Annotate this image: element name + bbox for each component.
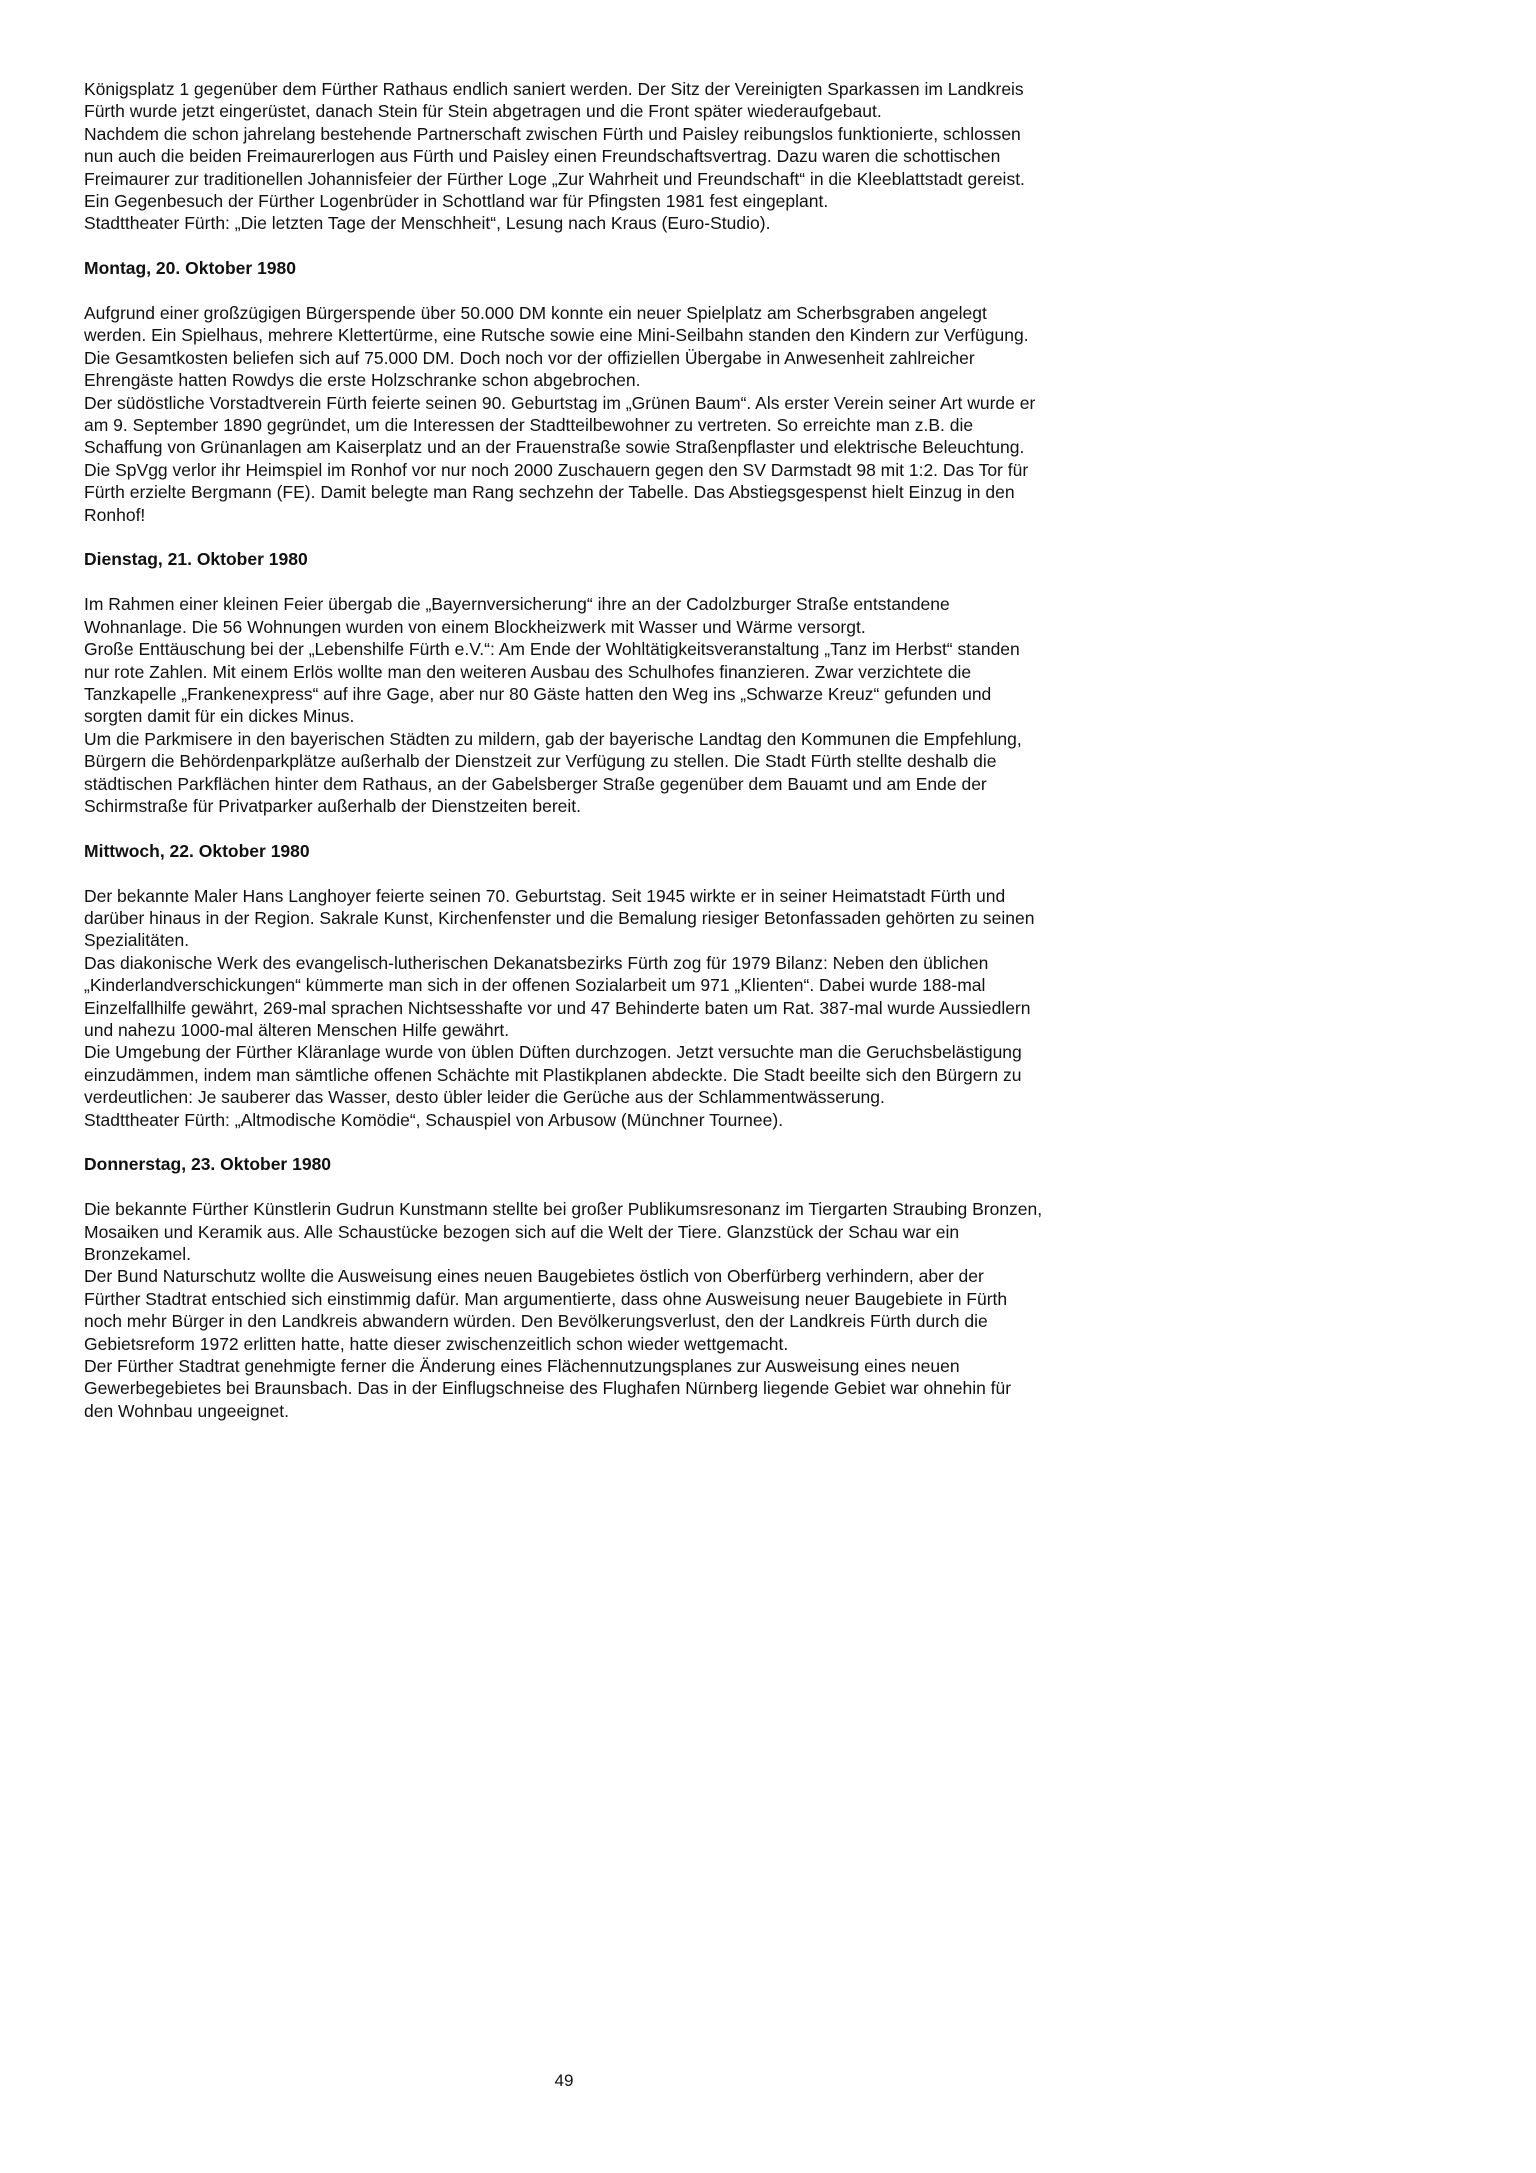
paragraph: Stadttheater Fürth: „Altmodische Komödie“, Schauspiel von Arbusow (Münchner Tournee). <box>84 1109 784 1130</box>
paragraph: Der Bund Naturschutz wollte die Ausweisung eines neuen Baugebietes östlich von Oberfürberg verhindern, aber der Fürther Stadtrat entschied sich einstimmig dafür. Man argumentierte, dass ohne Ausweisung neuer Baugebiete in Fürth noch mehr Bürger in den Landkreis abwandern würden. Den Bevölkerungsverlust, den der Landkreis Fürth durch die Gebietsreform 1972 erlitten hatte, hatte dieser zwischenzeitlich schon wieder wettgemacht. <box>84 1266 1008 1354</box>
date-heading-donnerstag: Donnerstag, 23. Oktober 1980 <box>84 1154 332 1175</box>
paragraph: Das diakonische Werk des evangelisch-lutherischen Dekanatsbezirks Fürth zog für 1979 Bilanz: Neben den üblichen „Kinderlandverschickungen“ kümmerte man sich in der offenen Sozialarbeit um 971 „Klienten“. Dabei wurde 188-mal Einzelfallhilfe gewährt, 269-mal sprachen Nichtsesshafte vor und 47 Behinderte baten um Rat. 387-mal wurde Aussiedlern und nahezu 1000-mal älteren Menschen Hilfe gewährt. <box>84 952 1031 1040</box>
paragraph: Nachdem die schon jahrelang bestehende Partnerschaft zwischen Fürth und Paisley reibungslos funktionierte, schlossen nun auch die beiden Freimaurerlogen aus Fürth und Paisley einen Freundschaftsvertrag. Dazu waren die schottischen Freimaurer zur traditionellen Johannisfeier der Fürther Loge „Zur Wahrheit und Freundschaft“ in die Kleeblattstadt gereist. Ein Gegenbesuch der Fürther Logenbrüder in Schottland war für Pfingsten 1981 fest eingeplant. <box>84 123 1025 212</box>
page-number: 49 <box>554 2071 574 2090</box>
paragraph: Der bekannte Maler Hans Langhoyer feierte seinen 70. Geburtstag. Seit 1945 wirkte er in seiner Heimatstadt Fürth und darüber hinaus in der Region. Sakrale Kunst, Kirchenfenster und die Bemalung riesiger Betonfassaden gehörten zu seinen Spezialitäten. <box>84 885 1035 951</box>
date-heading-mittwoch: Mittwoch, 22. Oktober 1980 <box>84 840 310 861</box>
paragraph: Die Umgebung der Fürther Kläranlage wurde von üblen Düften durchzogen. Jetzt versuchte man die Geruchsbelästigung einzudämmen, indem man sämtliche offenen Schächte mit Plastikplanen abdeckte. Die Stadt beeilte sich den Bürgern zu verdeutlichen: Je sauberer das Wasser, desto übler leider die Gerüche aus der Schlammentwässerung. <box>84 1042 1022 1108</box>
paragraph: Stadttheater Fürth: „Die letzten Tage der Menschheit“, Lesung nach Kraus (Euro-Studio). <box>84 213 771 234</box>
paragraph: Im Rahmen einer kleinen Feier übergab die „Bayernversicherung“ ihre an der Cadolzburger Straße entstandene Wohnanlage. Die 56 Wohnungen wurden von einem Blockheizwerk mit Wasser und Wärme versorgt. <box>84 594 950 637</box>
paragraph: Um die Parkmisere in den bayerischen Städten zu mildern, gab der bayerische Landtag den Kommunen die Empfehlung, Bürgern die Behördenparkplätze außerhalb der Dienstzeit zur Verfügung zu stellen. Die Stadt Fürth stellte deshalb die städtischen Parkflächen hinter dem Rathaus, an der Gabelsberger Straße gegenüber dem Bauamt und am Ende der Schirmstraße für Privatparker außerhalb der Dienstzeiten bereit. <box>84 728 1022 816</box>
paragraph: Die bekannte Fürther Künstlerin Gudrun Kunstmann stellte bei großer Publikumsresonanz im Tiergarten Straubing Bronzen, Mosaiken und Keramik aus. Alle Schaustücke bezogen sich auf die Welt der Tiere. Glanzstück der Schau war ein Bronzekamel. <box>84 1199 1043 1264</box>
paragraph: Der südöstliche Vorstadtverein Fürth feierte seinen 90. Geburtstag im „Grünen Baum“. Als erster Verein seiner Art wurde er am 9. September 1890 gegründet, um die Interessen der Stadtteilbewohner zu vertreten. So erreichte man z.B. die Schaffung von Grünanlagen am Kaiserplatz und an der Frauenstraße sowie Straßenpflaster und elektrische Beleuchtung. <box>84 392 1036 458</box>
paragraph: Königsplatz 1 gegenüber dem Fürther Rathaus endlich saniert werden. Der Sitz der Vereinigten Sparkassen im Landkreis Fürth wurde jetzt eingerüstet, danach Stein für Stein abgetragen und die Front später wiederaufgebaut. <box>84 79 1024 122</box>
paragraph: Die SpVgg verlor ihr Heimspiel im Ronhof vor nur noch 2000 Zuschauern gegen den SV Darmstadt 98 mit 1:2. Das Tor für Fürth erzielte Bergmann (FE). Damit belegte man Rang sechzehn der Tabelle. Das Abstiegsgespenst hielt Einzug in den Ronhof! <box>84 459 1029 525</box>
date-heading-montag: Montag, 20. Oktober 1980 <box>84 258 297 279</box>
document-body <box>84 78 1044 1422</box>
date-heading-dienstag: Dienstag, 21. Oktober 1980 <box>84 549 308 570</box>
paragraph: Aufgrund einer großzügigen Bürgerspende über 50.000 DM konnte ein neuer Spielplatz am Scherbsgraben angelegt werden. Ein Spielhaus, mehrere Klettertürme, eine Rutsche sowie eine Mini-Seilbahn standen den Kindern zur Verfügung. Die Gesamtkosten beliefen sich auf 75.000 DM. Doch noch vor der offiziellen Übergabe in Anwesenheit zahlreicher Ehrengäste hatten Rowdys die erste Holzschranke schon abgebrochen. <box>84 303 1029 391</box>
paragraph: Der Fürther Stadtrat genehmigte ferner die Änderung eines Flächennutzungsplanes zur Ausweisung eines neuen Gewerbegebietes bei Braunsbach. Das in der Einflugschneise des Flughafen Nürnberg liegende Gebiet war ohnehin für den Wohnbau ungeeignet. <box>84 1356 1012 1421</box>
paragraph: Große Enttäuschung bei der „Lebenshilfe Fürth e.V.“: Am Ende der Wohltätigkeitsveranstaltung „Tanz im Herbst“ standen nur rote Zahlen. Mit einem Erlös wollte man den weiteren Ausbau des Schulhofes finanzieren. Zwar verzichtete die Tanzkapelle „Frankenexpress“ auf ihre Gage, aber nur 80 Gäste hatten den Weg ins „Schwarze Kreuz“ gefunden und sorgten damit für ein dickes Minus. <box>84 639 1020 727</box>
